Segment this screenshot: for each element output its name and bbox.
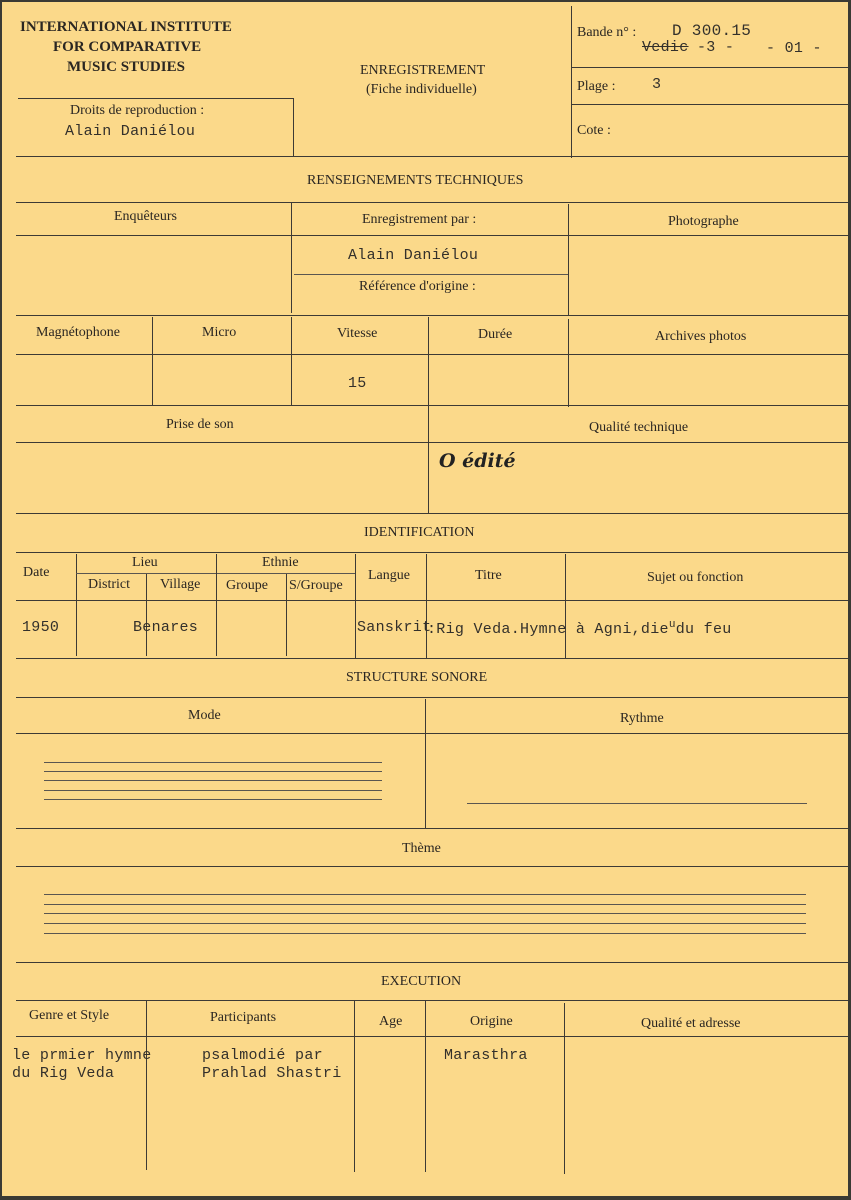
tech-block-rule-4 [16, 442, 848, 443]
exec-col-rule-1 [146, 1000, 147, 1170]
qualite-technique-handwritten: O édité [439, 450, 516, 472]
origine-value: Marasthra [444, 1047, 528, 1064]
form-title: ENREGISTREMENT [360, 63, 486, 78]
ident-col-rule-3 [216, 554, 217, 656]
cote-label: Cote : [577, 123, 611, 138]
prise-de-son-label: Prise de son [166, 417, 234, 432]
theme-bottom-rule [16, 962, 848, 963]
execution-header-rule [16, 1036, 848, 1037]
village-label: Village [160, 577, 201, 592]
tech-header-rule [16, 235, 848, 236]
ident-col-rule-6 [426, 554, 427, 658]
structure-title-rule [16, 697, 848, 698]
titre-value-tail: du feu [675, 621, 732, 638]
groupe-label: Groupe [226, 578, 268, 593]
tech-block-rule-3 [16, 405, 848, 406]
theme-line-3 [44, 913, 806, 914]
bande-bottom-rule [572, 67, 848, 68]
structure-section-title: STRUCTURE SONORE [346, 670, 488, 685]
enqueteurs-label: Enquêteurs [114, 209, 177, 224]
ethnie-label: Ethnie [262, 555, 299, 570]
identification-title-rule [16, 552, 848, 553]
duree-label: Durée [478, 327, 513, 342]
tech-col-rule-3 [152, 317, 153, 405]
rights-value: Alain Daniélou [65, 123, 196, 140]
header-bottom-rule [16, 156, 848, 157]
identification-section-title: IDENTIFICATION [364, 525, 475, 540]
rythme-label: Rythme [620, 711, 664, 726]
ident-col-rule-7 [565, 554, 566, 658]
ident-col-rule-2 [146, 574, 147, 656]
enregistrement-label: Enregistrement par : [362, 212, 477, 227]
rights-box-right-rule [293, 98, 294, 156]
sujet-label: Sujet ou fonction [647, 570, 744, 585]
enregistrement-value: Alain Daniélou [348, 247, 479, 264]
archives-photos-label: Archives photos [655, 329, 747, 344]
qualite-adresse-label: Qualité et adresse [641, 1016, 741, 1031]
genre-value-line2: du Rig Veda [12, 1065, 115, 1082]
plage-value: 3 [652, 76, 662, 93]
exec-col-rule-4 [564, 1003, 565, 1174]
institute-name-line1: INTERNATIONAL INSTITUTE [20, 19, 232, 35]
header-right-divider [571, 6, 572, 158]
technical-bottom-rule [16, 513, 848, 514]
mode-label: Mode [188, 708, 221, 723]
photographe-label: Photographe [668, 214, 739, 229]
structure-col-rule [425, 699, 426, 829]
titre-value-main: :Rig Veda.Hymne à Agni,die [427, 621, 669, 638]
ident-col-rule-5 [355, 554, 356, 658]
form-subtitle: (Fiche individuelle) [366, 82, 477, 97]
theme-line-2 [44, 904, 806, 905]
structure-header-rule [16, 733, 848, 734]
tech-block-rule-1 [16, 315, 848, 316]
bande-value: D 300.15 [672, 22, 752, 40]
ident-col-rule-4 [286, 574, 287, 656]
participants-value-line2: Prahlad Shastri [202, 1065, 342, 1082]
mode-line-1 [44, 762, 382, 763]
sgroupe-label: S/Groupe [289, 578, 343, 593]
identification-bottom-rule [16, 658, 848, 659]
mode-line-2 [44, 771, 382, 772]
tech-block-rule-2 [16, 354, 848, 355]
age-label: Age [379, 1014, 403, 1029]
langue-value: Sanskrit [357, 619, 432, 636]
mode-line-4 [44, 790, 382, 791]
genre-value-line1: le prmier hymne [12, 1047, 152, 1064]
mode-line-3 [44, 780, 382, 781]
theme-header-rule [16, 866, 848, 867]
origine-label: Origine [470, 1014, 513, 1029]
date-label: Date [23, 565, 50, 580]
plage-bottom-rule [572, 104, 848, 105]
tech-col-rule-4 [291, 317, 292, 405]
titre-value-superscript: u [668, 619, 676, 631]
bande-struck-word: Vedic [642, 39, 689, 56]
bande-label: Bande n° : [577, 25, 637, 40]
tech-col-rule-2 [568, 204, 569, 315]
institute-name-line3: MUSIC STUDIES [67, 59, 185, 75]
titre-value [427, 619, 732, 638]
vitesse-label: Vitesse [337, 326, 378, 341]
reference-label: Référence d'origine : [359, 279, 476, 294]
archive-record-card [2, 2, 848, 1196]
theme-line-5 [44, 933, 806, 934]
participants-label: Participants [210, 1010, 277, 1025]
execution-section-title: EXECUTION [381, 974, 462, 989]
vitesse-value: 15 [348, 375, 367, 392]
district-label: District [88, 577, 130, 592]
theme-label: Thème [402, 841, 441, 856]
langue-label: Langue [368, 568, 410, 583]
technical-title-rule [16, 202, 848, 203]
structure-bottom-rule [16, 828, 848, 829]
plage-label: Plage : [577, 79, 616, 94]
rights-box-top-rule [18, 98, 294, 99]
titre-label: Titre [475, 568, 502, 583]
technical-section-title: RENSEIGNEMENTS TECHNIQUES [307, 173, 524, 188]
micro-label: Micro [202, 325, 237, 340]
tech-col-rule-6 [568, 319, 569, 407]
date-value: 1950 [22, 619, 60, 636]
magnetophone-label: Magnétophone [36, 325, 120, 340]
genre-style-label: Genre et Style [29, 1008, 110, 1023]
participants-value-line1: psalmodié par [202, 1047, 323, 1064]
bande-extra-1: -3 - [697, 39, 735, 56]
exec-col-rule-3 [425, 1001, 426, 1172]
tech-col-rule-1 [291, 202, 292, 313]
execution-title-rule [16, 1000, 848, 1001]
bande-extra-2: - 01 - [766, 40, 822, 57]
institute-name-line2: FOR COMPARATIVE [53, 39, 202, 55]
ident-header-rule [16, 600, 848, 601]
tech-col-rule-7 [428, 407, 429, 513]
rythme-line [467, 803, 807, 804]
theme-line-4 [44, 923, 806, 924]
theme-line-1 [44, 894, 806, 895]
ident-col-rule-1 [76, 554, 77, 656]
qualite-technique-label: Qualité technique [589, 420, 689, 435]
mode-line-5 [44, 799, 382, 800]
lieu-value: Benares [133, 619, 199, 636]
tech-col-rule-5 [428, 317, 429, 407]
lieu-label: Lieu [132, 555, 158, 570]
rights-label: Droits de reproduction : [70, 103, 205, 118]
reference-rule [294, 274, 568, 275]
exec-col-rule-2 [354, 1001, 355, 1172]
